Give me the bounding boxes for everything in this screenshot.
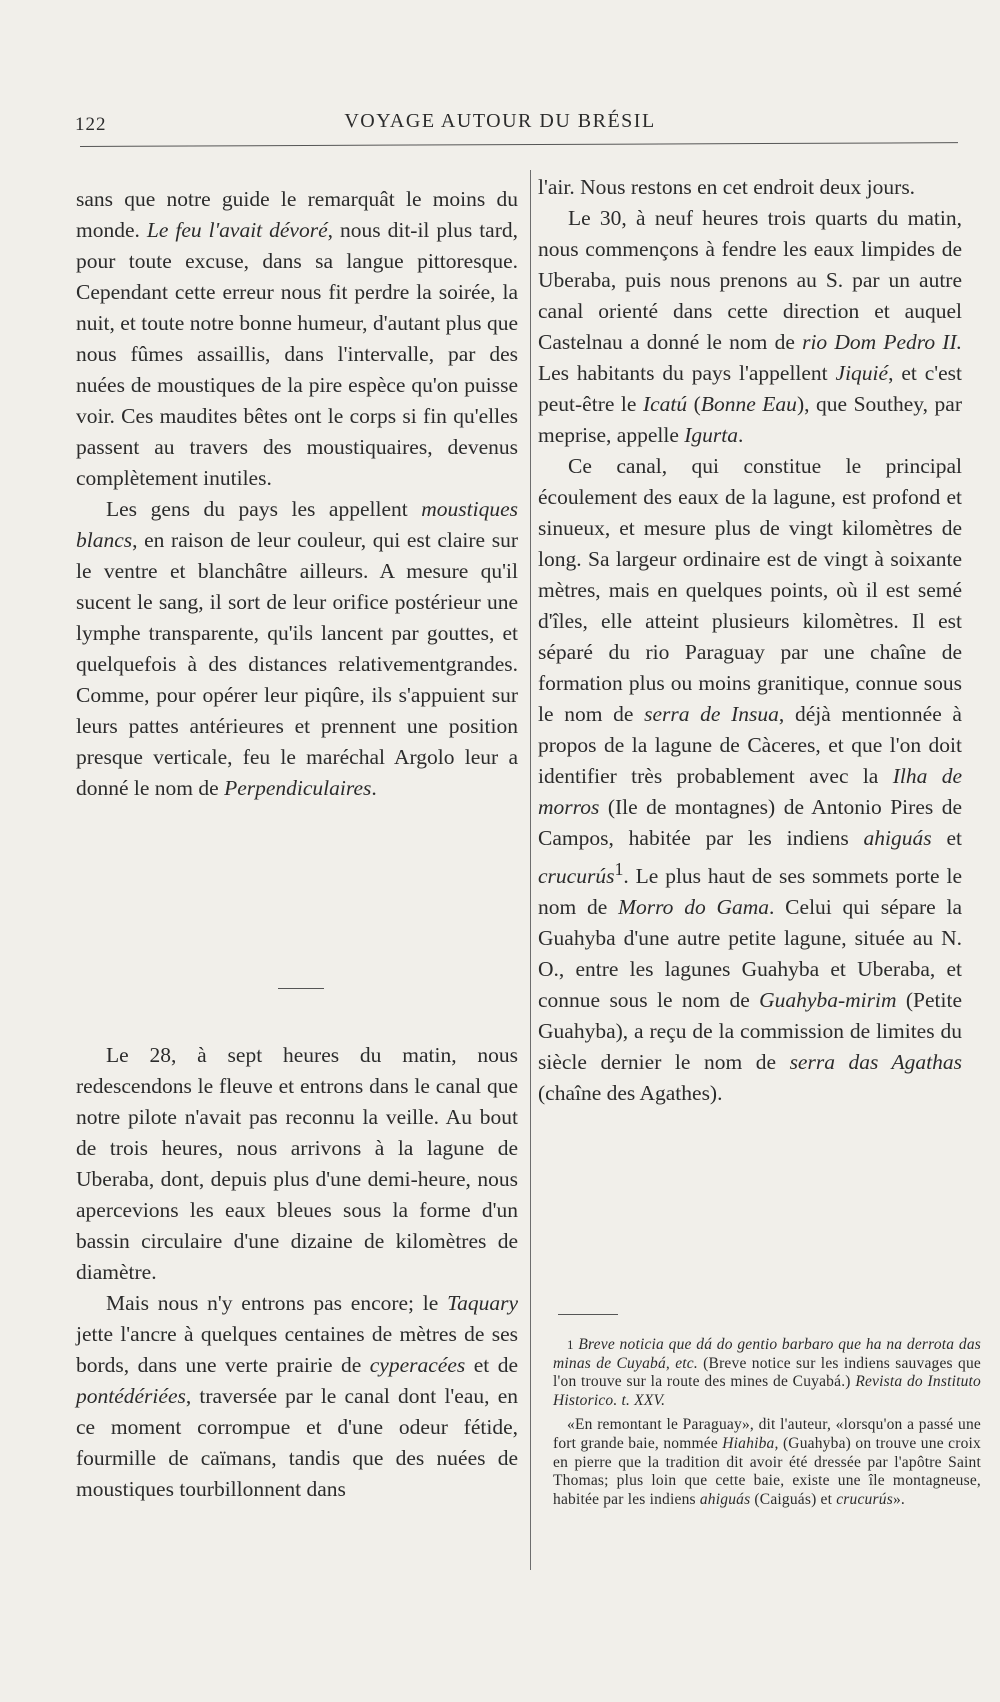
column-divider	[530, 170, 531, 1570]
paragraph: Le 28, à sept heures du matin, nous redescendons le fleuve et entrons dans le canal que notre pilote n'avait pas reconnu la veille. Au bout de trois heures, nous arrivons à la lagune de Uberaba, dont, depuis plus d'une demi-heure, nous apercevions les eaux bleues sous la forme d'un bassin circulaire d'une dizaine de kilomètres de diamètre.	[76, 1043, 518, 1284]
footnote-reference: 1	[614, 859, 624, 879]
paragraph: Mais nous n'y entrons pas encore; le Taquary jette l'ancre à quelques centaines de mètres de ses bords, dans une verte prairie de cyperacées et de pontédériées, traversée par le canal dont l'eau, en ce moment corrompue et d'une odeur fétide, fourmille de caïmans, tandis que des nuées de moustiques tourbillonnent dans	[76, 1291, 519, 1501]
footnotes	[553, 1336, 981, 1515]
footnote-marker: 1	[567, 1337, 574, 1352]
footnote-continuation: «En remontant le Paraguay», dit l'auteur, «lorsqu'on a passé une fort grande baie, nommée Hiahiba, (Guahyba) on trouve une croix en pierre que la tradition dit avoir été dressée par l'apôtre Saint Thomas; plus loin que cette baie, existe une île montagneuse, habitée par les indiens ahiguás (Caiguás) et crucurús».	[553, 1416, 981, 1508]
page-number: 122	[75, 114, 107, 135]
paragraph: l'air. Nous restons en cet endroit deux jours.	[538, 175, 916, 199]
footnote: 1 Breve noticia que dá do gentio barbaro que ha na derrota das minas de Cuyabá, etc. (Breve notice sur les indiens sauvages que l'on trouve sur la route des mines de Cuyabá.) Revista do Instituto Historico. t. XXV.	[553, 1336, 981, 1409]
paragraph: Le 30, à neuf heures trois quarts du matin, nous commençons à fendre les eaux limpides de Uberaba, puis nous prenons au S. par un autre canal orienté dans cette direction et auquel Castelnau a donné le nom de rio Dom Pedro II. Les habitants du pays l'appellent Jiquié, et c'est peut-être le Icatú (Bonne Eau), que Southey, par meprise, appelle Igurta.	[538, 206, 962, 447]
header-rule	[80, 142, 958, 147]
left-column-lower	[76, 1040, 518, 1505]
paragraph: Les gens du pays les appellent moustiques blancs, en raison de leur couleur, qui est claire sur le ventre et blanchâtre ailleurs. A mesure qu'il sucent le sang, il sort de leur orifice postérieur une lymphe transparente, qu'ils lancent par gouttes, et quelquefois à des distances relativementgrandes. Comme, pour opérer leur piqûre, ils s'appuient sur leurs pattes antérieures et prennent une position presque verticale, feu le maréchal Argolo leur a donné le nom de Perpendiculaires.	[76, 497, 518, 800]
section-divider	[278, 988, 324, 989]
running-title: VOYAGE AUTOUR DU BRÉSIL	[344, 110, 656, 132]
right-column	[538, 172, 962, 1109]
left-column	[76, 184, 518, 804]
paragraph: sans que notre guide le remarquât le moins du monde. Le feu l'avait dévoré, nous dit-il plus tard, pour toute excuse, dans sa langue pittoresque. Cependant cette erreur nous fit perdre la soirée, la nuit, et toute notre bonne humeur, d'autant plus que nous fûmes assaillis, dans l'intervalle, par des nuées de moustiques de la pire espèce qu'on puisse voir. Ces maudites bêtes ont le corps si fin qu'elles passent au travers des moustiquaires, devenus complètement inutiles.	[76, 187, 518, 490]
paragraph: Ce canal, qui constitue le principal écoulement des eaux de la lagune, est profond et sinueux, et mesure plus de vingt kilomètres de long. Sa largeur ordinaire est de vingt à soixante mètres, mais en quelques points, où il est semé d'îles, elle atteint plusieurs kilomètres. Il est séparé du rio Paraguay par une chaîne de formation plus ou moins granitique, connue sous le nom de serra de Insua, déjà mentionnée à propos de la lagune de Càceres, et que l'on doit identifier très probablement avec la Ilha de morros (Ile de montagnes) de Antonio Pires de Campos, habitée par les indiens ahiguás et crucurús$^1$. Le plus haut de ses sommets porte le nom de Morro do Gama. Celui qui sépare la Guahyba d'une autre petite lagune, située au N. O., entre les lagunes Guahyba et Uberaba, et connue sous le nom de Guahyba-mirim (Petite Guahyba), a reçu de la commission de limites du siècle dernier le nom de serra das Agathas (chaîne des Agathes).	[538, 454, 962, 1106]
footnote-rule	[558, 1314, 618, 1315]
